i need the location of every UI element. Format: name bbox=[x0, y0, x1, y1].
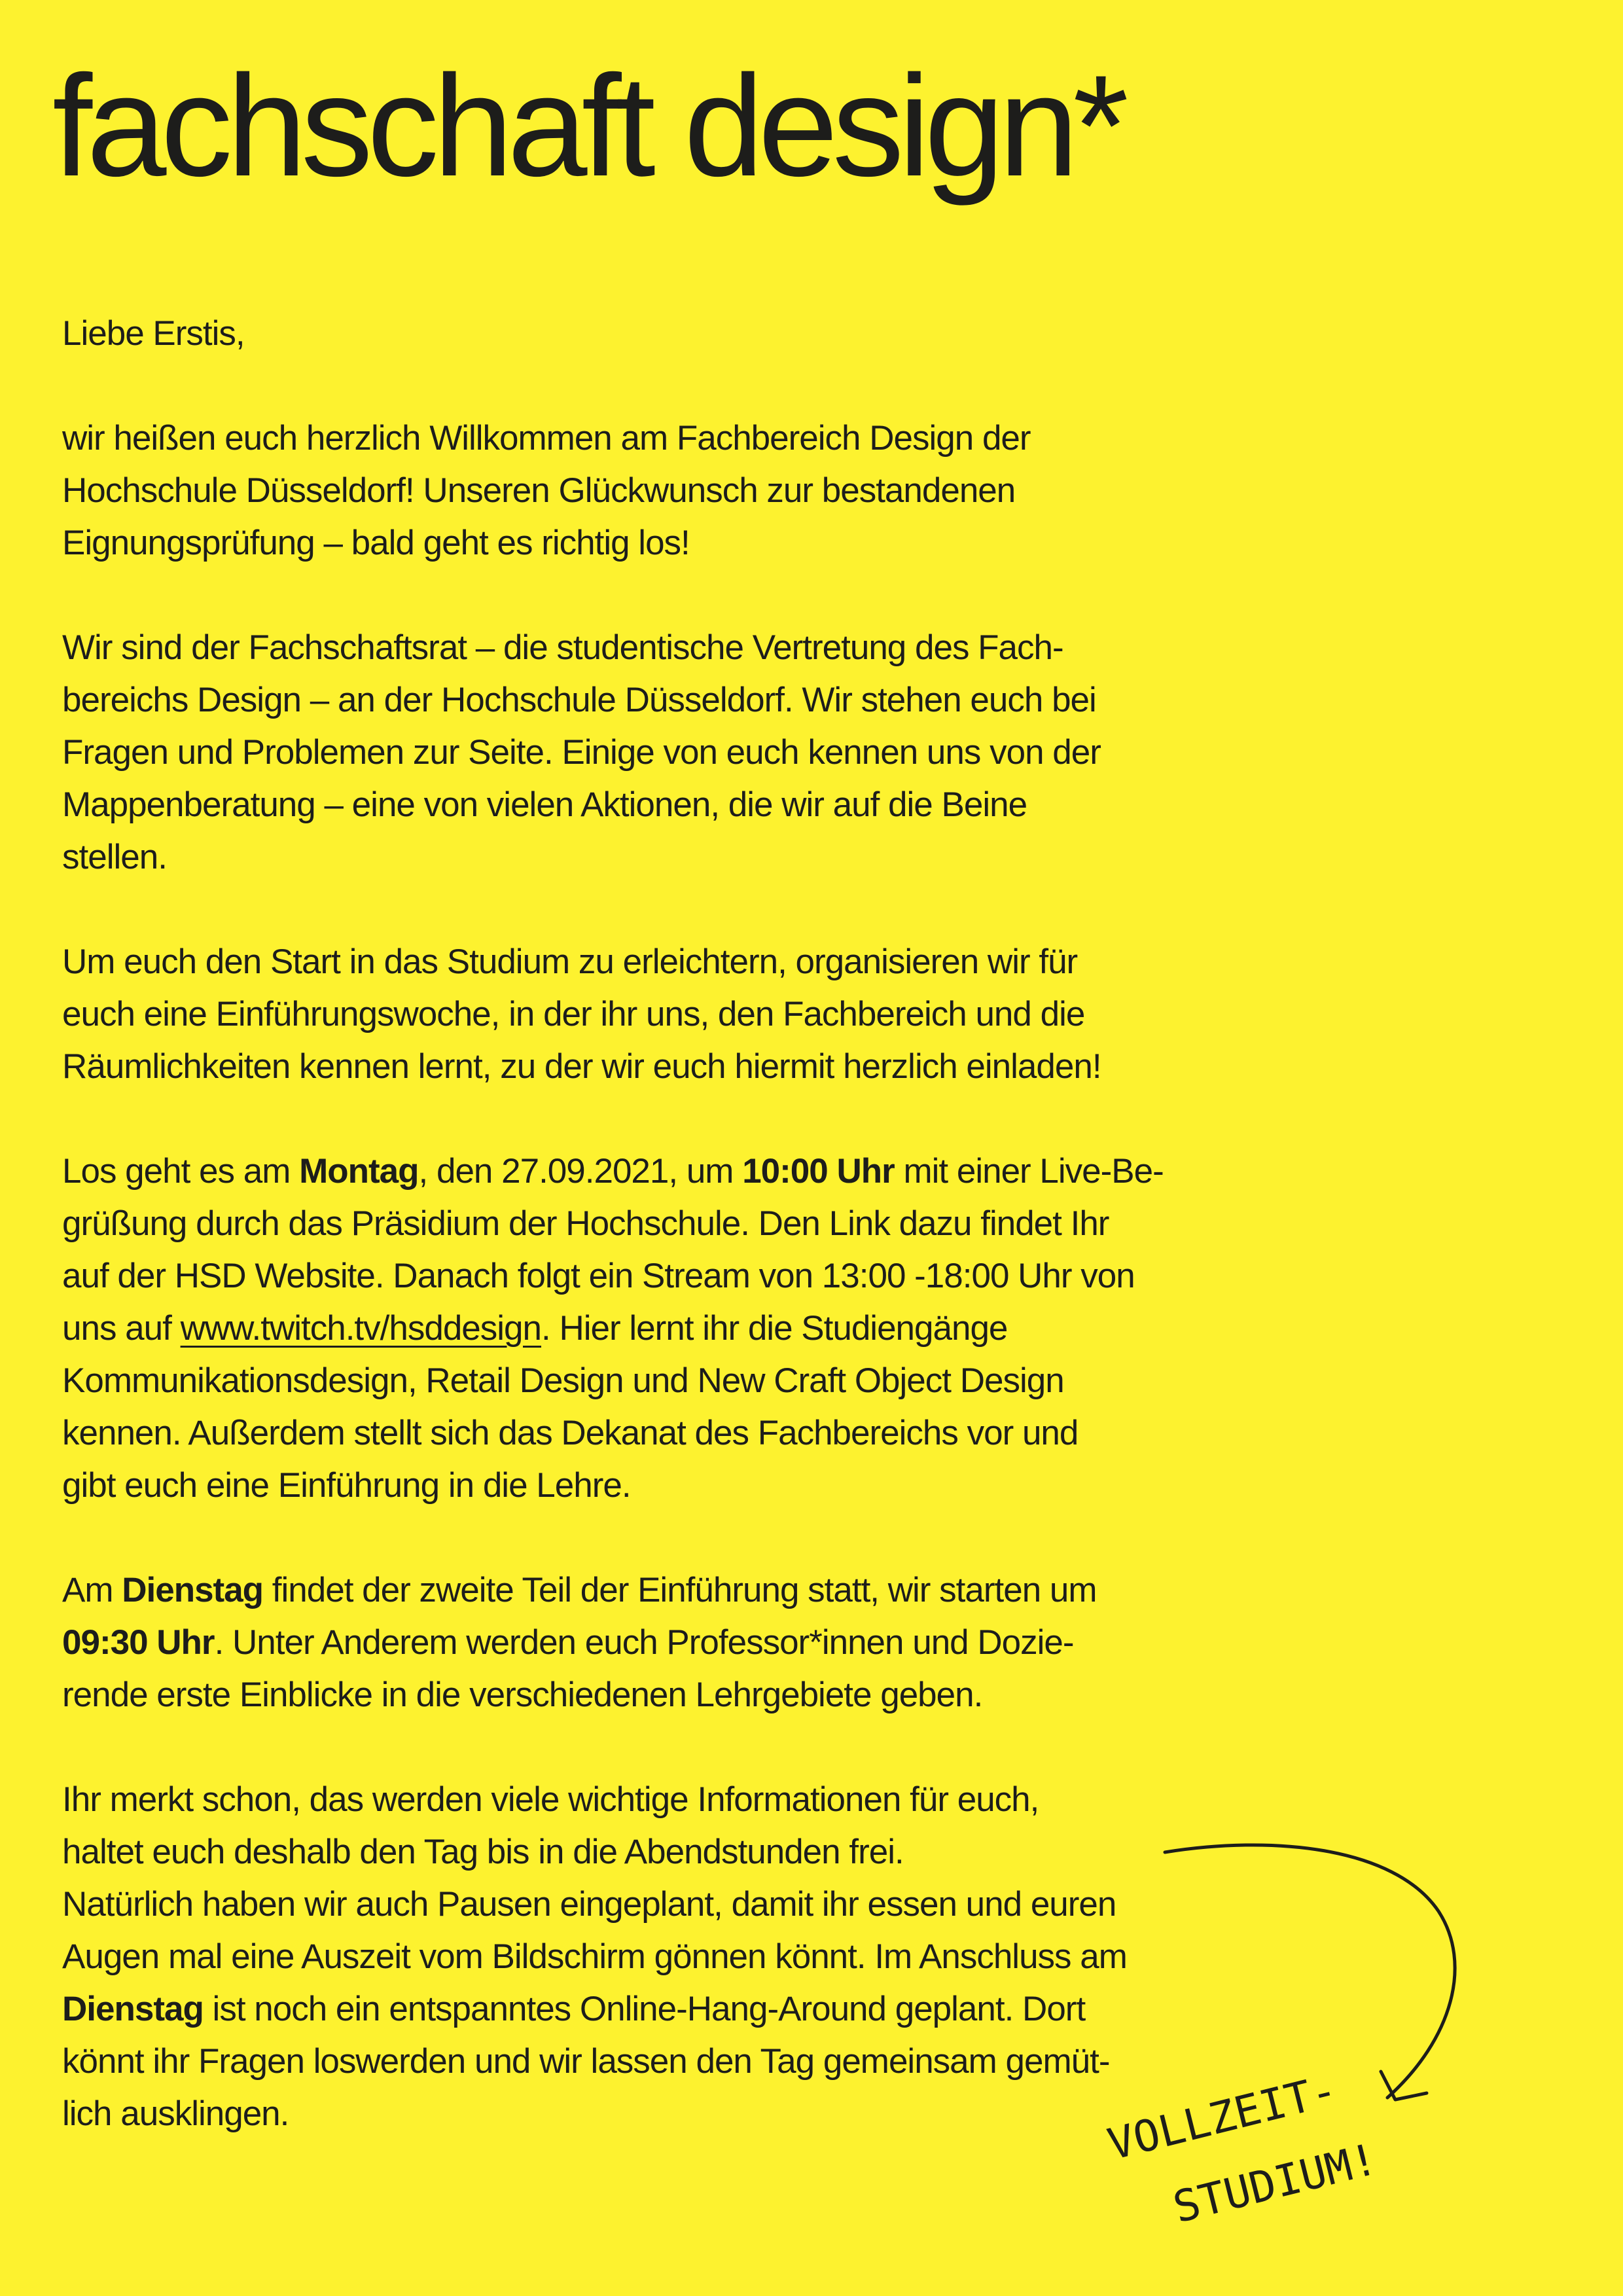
text-line: Mappenberatung – eine von vielen Aktionen, die wir auf die Beine bbox=[62, 785, 1027, 824]
text-line bbox=[62, 1302, 1325, 1355]
text-line: wir heißen euch herzlich Willkommen am Fachbereich Design der bbox=[62, 419, 1031, 457]
text-line: gibt euch eine Einführung in die Lehre. bbox=[62, 1466, 631, 1505]
text-line: Ihr merkt schon, das werden viele wichtige Informationen für euch, bbox=[62, 1780, 1039, 1819]
paragraph-welcome bbox=[62, 412, 1325, 569]
paragraph-about-us bbox=[62, 622, 1325, 884]
text-line: Um euch den Start in das Studium zu erleichtern, organisieren wir für bbox=[62, 942, 1078, 981]
text-run: mit einer Live-Be- bbox=[894, 1152, 1164, 1191]
text-line: rende erste Einblicke in die verschiedenen Lehrgebiete geben. bbox=[62, 1676, 983, 1714]
text-line: stellen. bbox=[62, 838, 167, 876]
handwritten-annotation bbox=[1099, 1820, 1466, 2233]
text-line: haltet euch deshalb den Tag bis in die Abendstunden frei. bbox=[62, 1833, 904, 1871]
text-line: Hochschule Düsseldorf! Unseren Glückwunsch zur bestandenen bbox=[62, 471, 1016, 510]
page-title: fachschaft design* bbox=[52, 45, 1123, 206]
text-run: uns auf bbox=[62, 1309, 181, 1348]
text-line: Augen mal eine Auszeit vom Bildschirm gönnen könnt. Im Anschluss am bbox=[62, 1937, 1127, 1976]
day-tuesday: Dienstag bbox=[62, 1990, 204, 2028]
text-run: findet der zweite Teil der Einführung statt, wir starten um bbox=[263, 1571, 1097, 1609]
text-run: ist noch ein entspanntes Online-Hang-Around geplant. Dort bbox=[203, 1990, 1086, 2028]
twitch-link[interactable]: www.twitch.tv/hsddesign bbox=[180, 1309, 542, 1348]
greeting bbox=[62, 308, 1325, 360]
text-line: bereichs Design – an der Hochschule Düsseldorf. Wir stehen euch bei bbox=[62, 681, 1096, 719]
day-monday: Montag bbox=[299, 1152, 419, 1191]
text-run: . Hier lernt ihr die Studiengänge bbox=[541, 1309, 1008, 1348]
text-line bbox=[62, 1617, 1325, 1669]
text-run: Los geht es am bbox=[62, 1152, 300, 1191]
annotation-line-1: VOLLZEIT- bbox=[1103, 2064, 1342, 2170]
text-line: euch eine Einführungswoche, in der ihr uns, den Fachbereich und die bbox=[62, 995, 1085, 1033]
text-line bbox=[62, 1145, 1325, 1198]
text-line: lich ausklingen. bbox=[62, 2094, 289, 2133]
text-run: Am bbox=[62, 1571, 122, 1609]
curved-arrow-icon bbox=[1165, 1845, 1455, 2098]
paragraph-monday bbox=[62, 1145, 1325, 1512]
paragraph-tuesday bbox=[62, 1564, 1325, 1721]
annotation-line-2: STUDIUM! bbox=[1168, 2133, 1383, 2233]
time-monday: 10:00 Uhr bbox=[742, 1152, 895, 1191]
text-line: auf der HSD Website. Danach folgt ein Stream von 13:00 -18:00 Uhr von bbox=[62, 1257, 1135, 1295]
text-line: Natürlich haben wir auch Pausen eingeplant, damit ihr essen und euren bbox=[62, 1885, 1116, 1924]
greeting-text: Liebe Erstis, bbox=[62, 314, 245, 353]
text-line: könnt ihr Fragen loswerden und wir lassen den Tag gemeinsam gemüt- bbox=[62, 2042, 1110, 2081]
text-line: kennen. Außerdem stellt sich das Dekanat des Fachbereichs vor und bbox=[62, 1414, 1079, 1452]
text-run: . Unter Anderem werden euch Professor*innen und Dozie- bbox=[214, 1623, 1074, 1662]
text-line bbox=[62, 1564, 1325, 1617]
text-line: grüßung durch das Präsidium der Hochschule. Den Link dazu findet Ihr bbox=[62, 1204, 1109, 1243]
paragraph-intro-week bbox=[62, 936, 1325, 1093]
text-line: Räumlichkeiten kennen lernt, zu der wir euch hiermit herzlich einladen! bbox=[62, 1047, 1101, 1086]
text-line: Wir sind der Fachschaftsrat – die studentische Vertretung des Fach- bbox=[62, 628, 1063, 667]
text-line: Fragen und Problemen zur Seite. Einige von euch kennen uns von der bbox=[62, 733, 1101, 772]
text-run: , den 27.09.2021, um bbox=[418, 1152, 743, 1191]
text-line: Eignungsprüfung – bald geht es richtig los! bbox=[62, 524, 690, 562]
day-tuesday: Dienstag bbox=[122, 1571, 264, 1609]
text-line: Kommunikationsdesign, Retail Design und New Craft Object Design bbox=[62, 1361, 1064, 1400]
time-tuesday: 09:30 Uhr bbox=[62, 1623, 215, 1662]
